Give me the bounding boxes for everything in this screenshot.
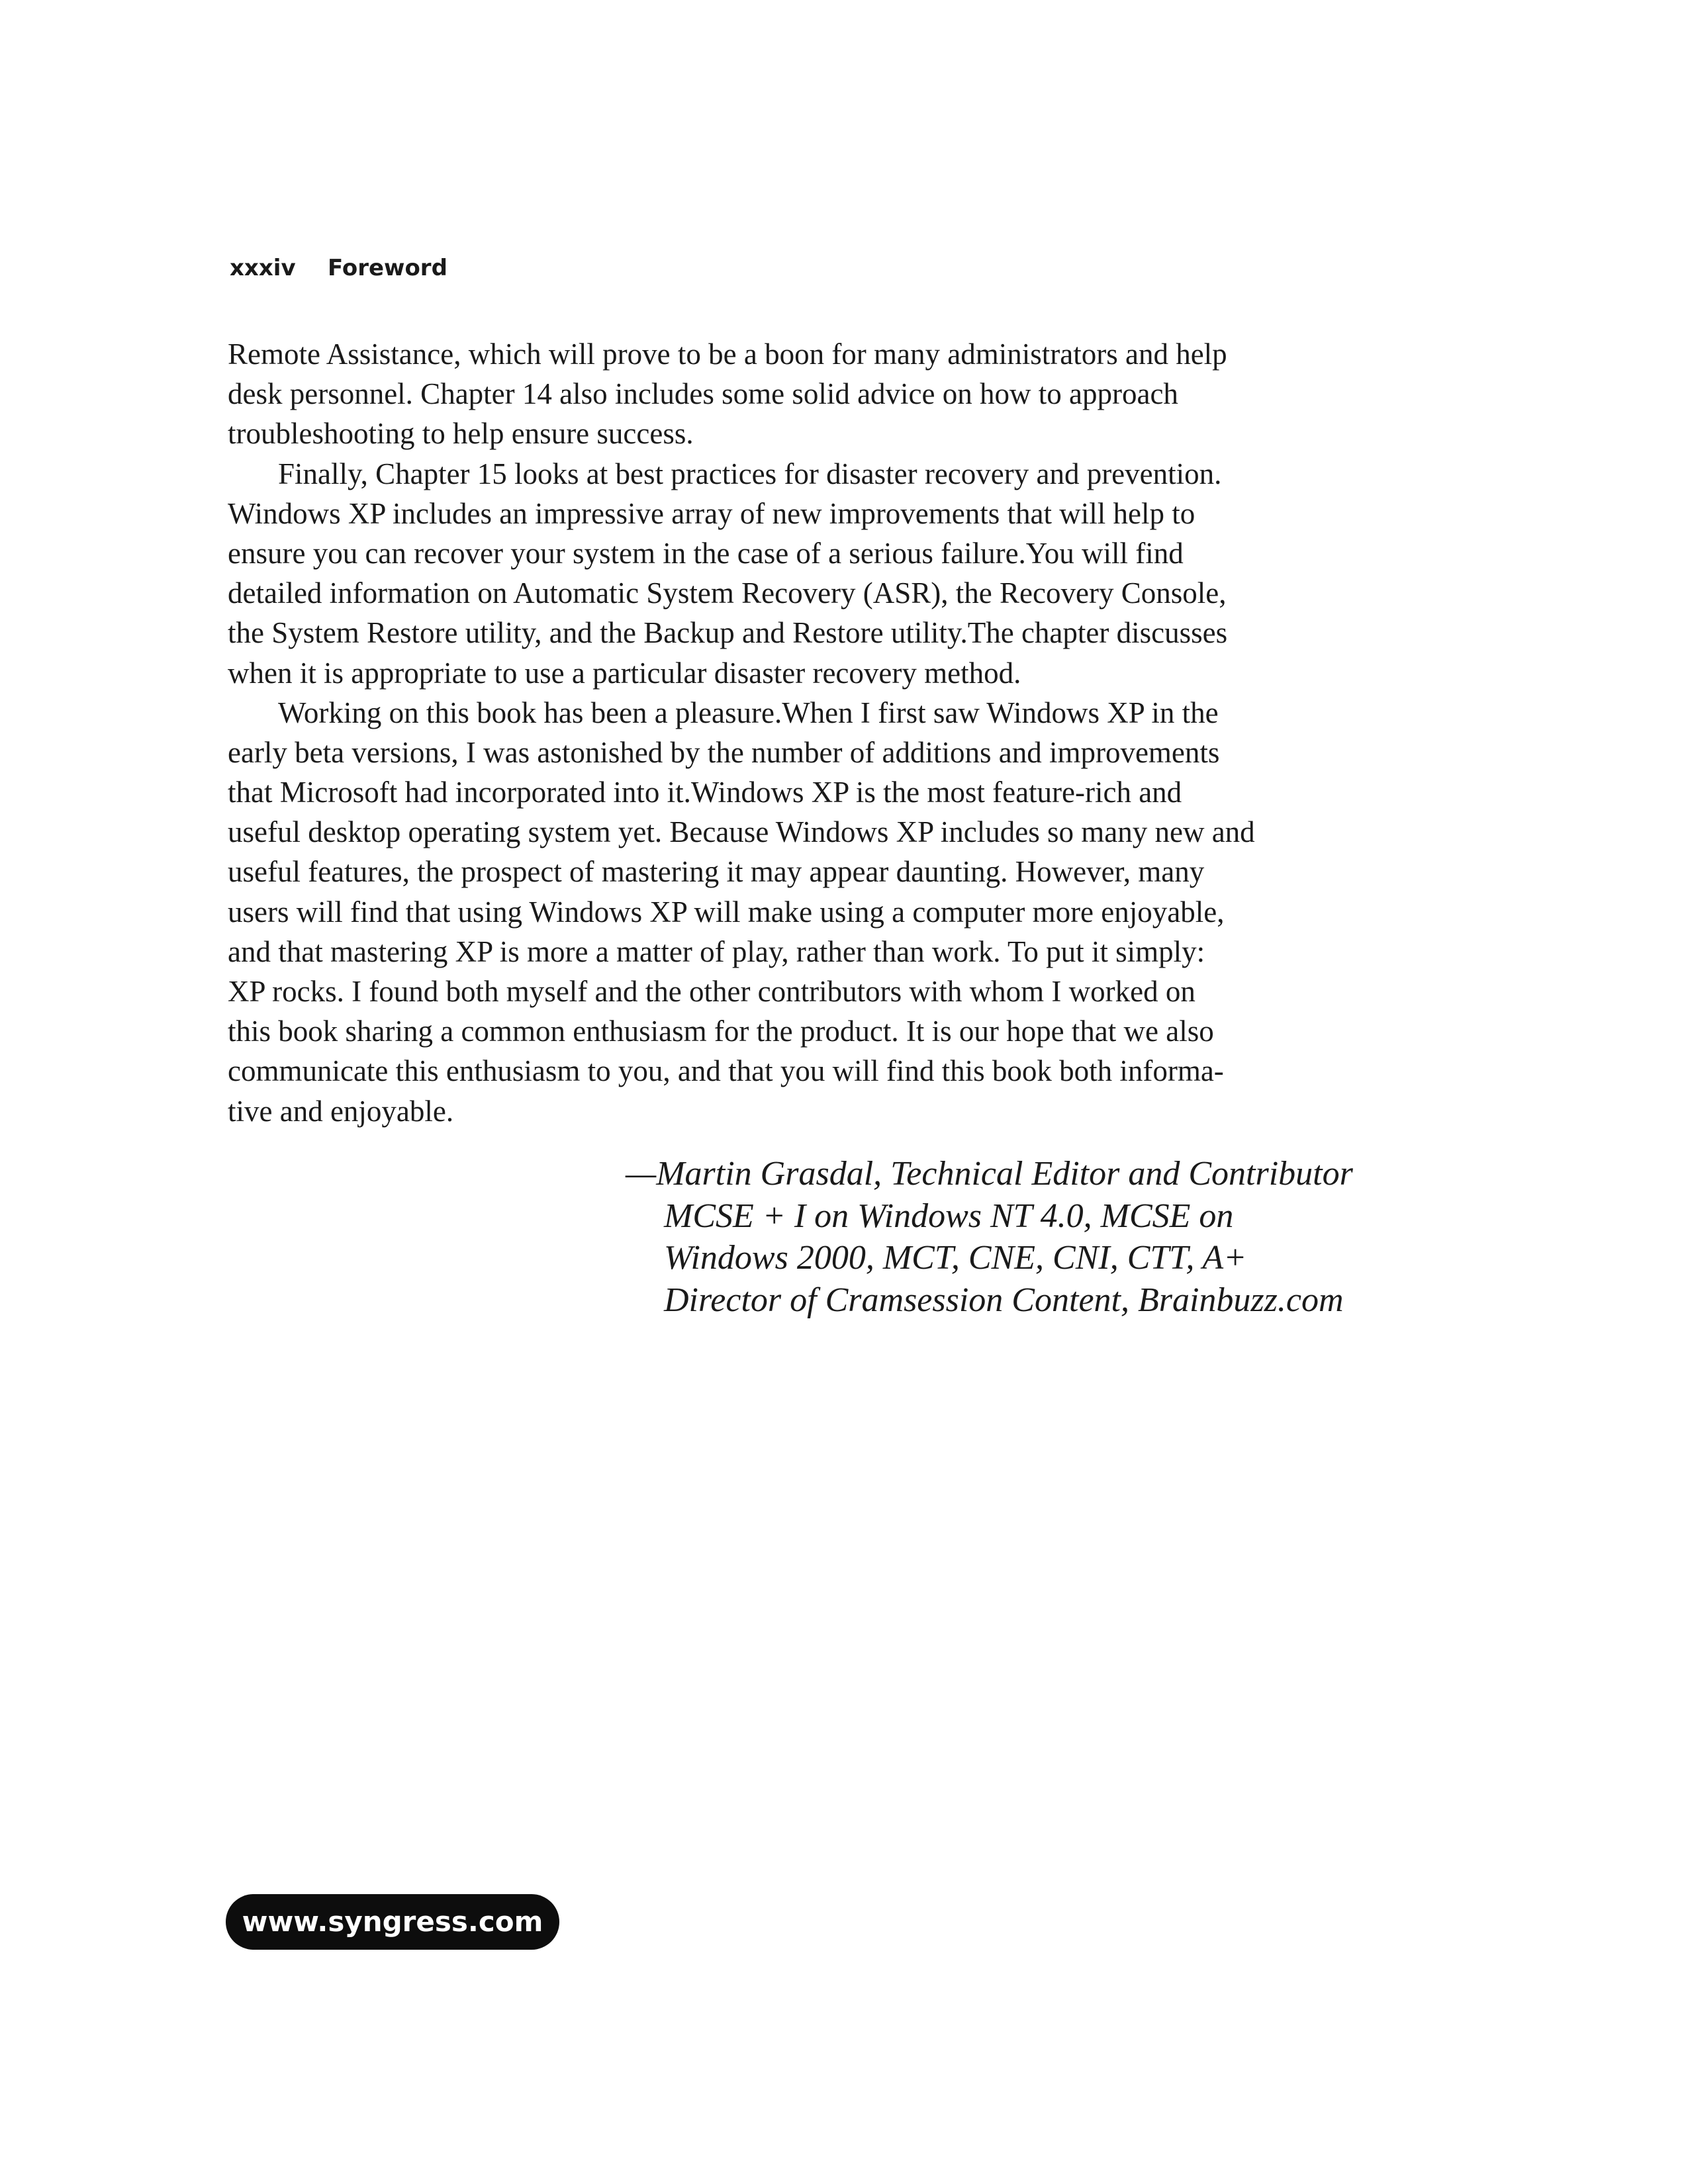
body-line: XP rocks. I found both myself and the other contributors with whom I worked on <box>228 975 1196 1008</box>
body-line: that Microsoft had incorporated into it.Windows XP is the most feature-rich and <box>228 776 1182 809</box>
body-line: troubleshooting to help ensure success. <box>228 417 694 451</box>
section-title: Foreword <box>328 255 447 281</box>
signature-block <box>626 1153 1367 1321</box>
body-text <box>228 334 1353 1131</box>
body-line: tive and enjoyable. <box>228 1094 454 1128</box>
running-head <box>230 248 447 288</box>
body-line: users will find that using Windows XP will make using a computer more enjoyable, <box>228 895 1225 929</box>
body-line: Working on this book has been a pleasure.When I first saw Windows XP in the <box>278 696 1219 729</box>
body-line: the System Restore utility, and the Backup and Restore utility.The chapter discusses <box>228 616 1228 650</box>
body-line: Windows XP includes an impressive array of new improvements that will help to <box>228 496 1196 530</box>
body-line: Remote Assistance, which will prove to be a boon for many administrators and help <box>228 338 1227 371</box>
body-line: when it is appropriate to use a particular disaster recovery method. <box>228 656 1021 690</box>
signature-line: MCSE + I on Windows NT 4.0, MCSE on <box>664 1197 1234 1235</box>
body-line: useful desktop operating system yet. Because Windows XP includes so many new and <box>228 815 1255 849</box>
body-line: Finally, Chapter 15 looks at best practices for disaster recovery and prevention. <box>278 457 1222 490</box>
body-line: early beta versions, I was astonished by the number of additions and improvements <box>228 735 1220 769</box>
body-line: ensure you can recover your system in the case of a serious failure.You will find <box>228 536 1184 570</box>
body-line: communicate this enthusiasm to you, and that you will find this book both informa- <box>228 1054 1224 1088</box>
body-line: detailed information on Automatic System Recovery (ASR), the Recovery Console, <box>228 576 1227 610</box>
signature-line: Windows 2000, MCT, CNE, CNI, CTT, A+ <box>664 1239 1247 1277</box>
body-line: this book sharing a common enthusiasm for the product. It is our hope that we also <box>228 1015 1214 1048</box>
body-line: and that mastering XP is more a matter of play, rather than work. To put it simply: <box>228 934 1205 968</box>
website-url-badge: www.syngress.com <box>226 1894 559 1950</box>
page-number: xxxiv <box>230 255 296 281</box>
body-line: desk personnel. Chapter 14 also includes some solid advice on how to approach <box>228 377 1178 411</box>
signature-line: —Martin Grasdal, Technical Editor and Contributor <box>626 1155 1353 1193</box>
body-line: useful features, the prospect of mastering it may appear daunting. However, many <box>228 855 1205 889</box>
signature-line: Director of Cramsession Content, Brainbuzz.com <box>664 1281 1344 1319</box>
